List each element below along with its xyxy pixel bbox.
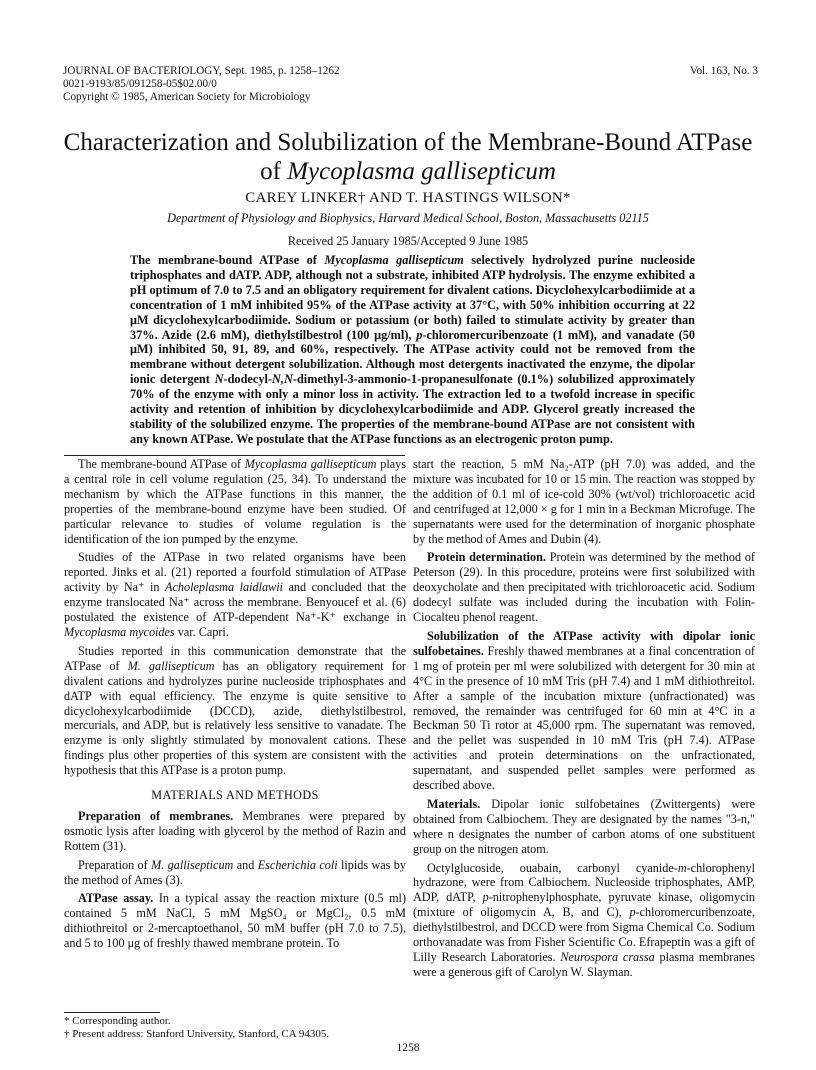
title-line-1: Characterization and Solubilization of the Membrane-Bound ATPase bbox=[63, 129, 753, 156]
left-column bbox=[64, 457, 406, 951]
section-heading-methods: MATERIALS AND METHODS bbox=[151, 788, 319, 803]
article-title bbox=[40, 128, 776, 186]
atpase-assay-paragraph: ATPase assay. In a typical assay the reaction mixture (0.5 ml) contained 5 mM NaCl, 5 mM MgSO₄ or MgCl₂, 0.5 mM dithiothreitol or 2-mercaptoethanol, 50 mM buffer (pH 7.0 to 7.5), and 5 to 100 μg of freshly thawed membrane protein. To bbox=[64, 891, 407, 951]
intro-paragraph-1: The membrane-bound ATPase of Mycoplasma gallisepticum plays a central role in cell volume regulation (25, 34). To understand the mechanism by which the ATPase functions in this manner, the properties of the membrane-bound enzyme have been studied. Of particular relevance to studies of volume regulation is the identification of the ion pumped by the enzyme. bbox=[64, 457, 406, 546]
footnote-divider bbox=[64, 1012, 160, 1013]
abstract-divider bbox=[64, 455, 405, 456]
materials-paragraph: Materials. Dipolar ionic sulfobetaines (Zwittergents) were obtained from Calbiochem. They are designated by the names "3-n," where n designates the number of carbon atoms of one substituent group on the nitrogen atom. bbox=[413, 796, 755, 856]
right-column bbox=[413, 457, 755, 980]
abstract: The membrane-bound ATPase of Mycoplasma gallisepticum selectively hydrolyzed purine nucleoside triphosphates and dATP. ADP, although not a substrate, inhibited ATP hydrolysis. The enzyme exhibited a pH optimum of 7.0 to 7.5 and an obligatory requirement for divalent cations. Dicyclohexylcarbodiimide at a concentration of 1 mM inhibited 95% of the ATPase activity at 37°C, with 50% inhibition occurring at 22 μM dicyclohexylcarbodiimide. Sodium or potassium (or both) failed to stimulate activity by greater than 37%. Azide (2.6 mM), diethylstilbestrol (100 μg/ml), p-chloromercuribenzoate (1 mM), and vanadate (50 μM) inhibited 50, 91, 89, and 60%, respectively. The ATPase activity could not be removed from the membrane without detergent solubilization. Although most detergents inactivated the enzyme, the dipolar ionic detergent N-dodecyl-N,N-dimethyl-3-ammonio-1-propanesulfonate (0.1%) solubilized approximately 70% of the enzyme with only a minor loss in activity. The extraction led to a twofold increase in specific activity and retention of inhibition by dicyclohexylcarbodiimide and ADP. Glycerol greatly increased the stability of the solubilized enzyme. The properties of the membrane-bound ATPase are not consistent with any known ATPase. We postulate that the ATPase functions as an electrogenic proton pump. bbox=[130, 253, 695, 446]
materials-sources-paragraph: Octylglucoside, ouabain, carbonyl cyanide-m-chlorophenyl hydrazone, were from Calbiochem. Nucleoside triphosphates, AMP, ADP, dATP, p-nitrophenylphosphate, pyruvate kinase, oligomycin (mixture of oligomycin A, B, and C), p-chloromercuribenzoate, diethylstilbestrol, and DCCD were from Sigma Chemical Co. Sodium orthovanadate was from Fisher Scientific Co. Efrapeptin was a gift of Lilly Research Laboratories. Neurospora crassa plasma membranes were a generous gift of Carolyn W. Slayman. bbox=[413, 860, 755, 979]
received-date: Received 25 January 1985/Accepted 9 June 1985 bbox=[287, 234, 529, 248]
affiliation: Department of Physiology and Biophysics, Harvard Medical School, Boston, Massachusetts 02115 bbox=[167, 211, 649, 225]
footnote-corresponding: * Corresponding author. bbox=[64, 1015, 171, 1027]
footnote-present-address: † Present address: Stanford University, Stanford, CA 94305. bbox=[64, 1028, 330, 1040]
journal-citation: JOURNAL OF BACTERIOLOGY, Sept. 1985, p. 1258–1262 bbox=[63, 65, 340, 77]
journal-code: 0021-9193/85/091258-05$02.00/0 bbox=[63, 78, 217, 90]
authors: CAREY LINKER† AND T. HASTINGS WILSON* bbox=[245, 190, 571, 206]
assay-continued-paragraph: start the reaction, 5 mM Na₂-ATP (pH 7.0) was added, and the mixture was incubated for 10 or 15 min. The reaction was stopped by the addition of 0.1 ml of ice-cold 30% (wt/vol) trichloroacetic acid and centrifuged at 12,000 × g for 1 min in a Beckman Microfuge. The supernatants were used for the determination of inorganic phosphate by the method of Ames and Dubin (4). bbox=[413, 457, 755, 546]
title-line-2: of Mycoplasma gallisepticum bbox=[260, 158, 556, 185]
prep-lipids-paragraph: Preparation of M. gallisepticum and Escherichia coli lipids was by the method of Ames (3). bbox=[64, 857, 406, 887]
intro-paragraph-2: Studies of the ATPase in two related organisms have been reported. Jinks et al. (21) reported a fourfold stimulation of ATPase activity by Na⁺ in Acholeplasma laidlawii and concluded that the enzyme translocated Na⁺ across the membrane. Benyoucef et al. (6) postulated the existence of ATP-dependent Na⁺-K⁺ exchange in Mycoplasma mycoides var. Capri. bbox=[64, 550, 406, 639]
prep-membranes-paragraph: Preparation of membranes. Membranes were prepared by osmotic lysis after loading with glycerol by the method of Razin and Rottem (31). bbox=[64, 808, 407, 853]
volume-label: Vol. 163, No. 3 bbox=[689, 65, 758, 77]
intro-paragraph-3: Studies reported in this communication demonstrate that the ATPase of M. gallisepticum has an obligatory requirement for divalent cations and hydrolyzes purine nucleoside triphosphates and dATP with equal efficiency. The enzyme is quite sensitive to dicyclohexylcarbodiimide (DCCD), azide, diethylstilbestrol, mercurials, and ADP, but is relatively less sensitive to vanadate. The enzyme is only slightly stimulated by monovalent cations. These findings plus other properties of this system are consistent with the hypothesis that this ATPase is a proton pump. bbox=[64, 643, 406, 778]
page-number: 1258 bbox=[396, 1042, 420, 1054]
copyright-line: Copyright © 1985, American Society for Microbiology bbox=[63, 91, 311, 103]
journal-header bbox=[63, 65, 340, 104]
protein-determination-paragraph: Protein determination. Protein was determined by the method of Peterson (29). In this procedure, proteins were first solubilized with deoxycholate and then precipitated with trichloroacetic acid. Sodium dodecyl sulfate was included during the incubation with Folin-Ciocalteu phenol reagent. bbox=[413, 550, 755, 625]
solubilization-paragraph: Solubilization of the ATPase activity with dipolar ionic sulfobetaines. Freshly thawed membranes at a final concentration of 1 mg of protein per ml were solubilized with detergent for 30 min at 4°C in the presence of 10 mM Tris (pH 7.4) and 1 mM dithiothreitol. After a sample of the incubation mixture (unfractionated) was removed, the remainder was centrifuged for 60 min at 4°C in a Beckman 50 Ti rotor at 45,000 rpm. The supernatant was removed, and the pellet was suspended in 10 mM Tris (pH 7.4). ATPase activities and protein determinations on the unfractionated, supernatant, and suspended pellet samples were performed as described above. bbox=[413, 628, 755, 793]
